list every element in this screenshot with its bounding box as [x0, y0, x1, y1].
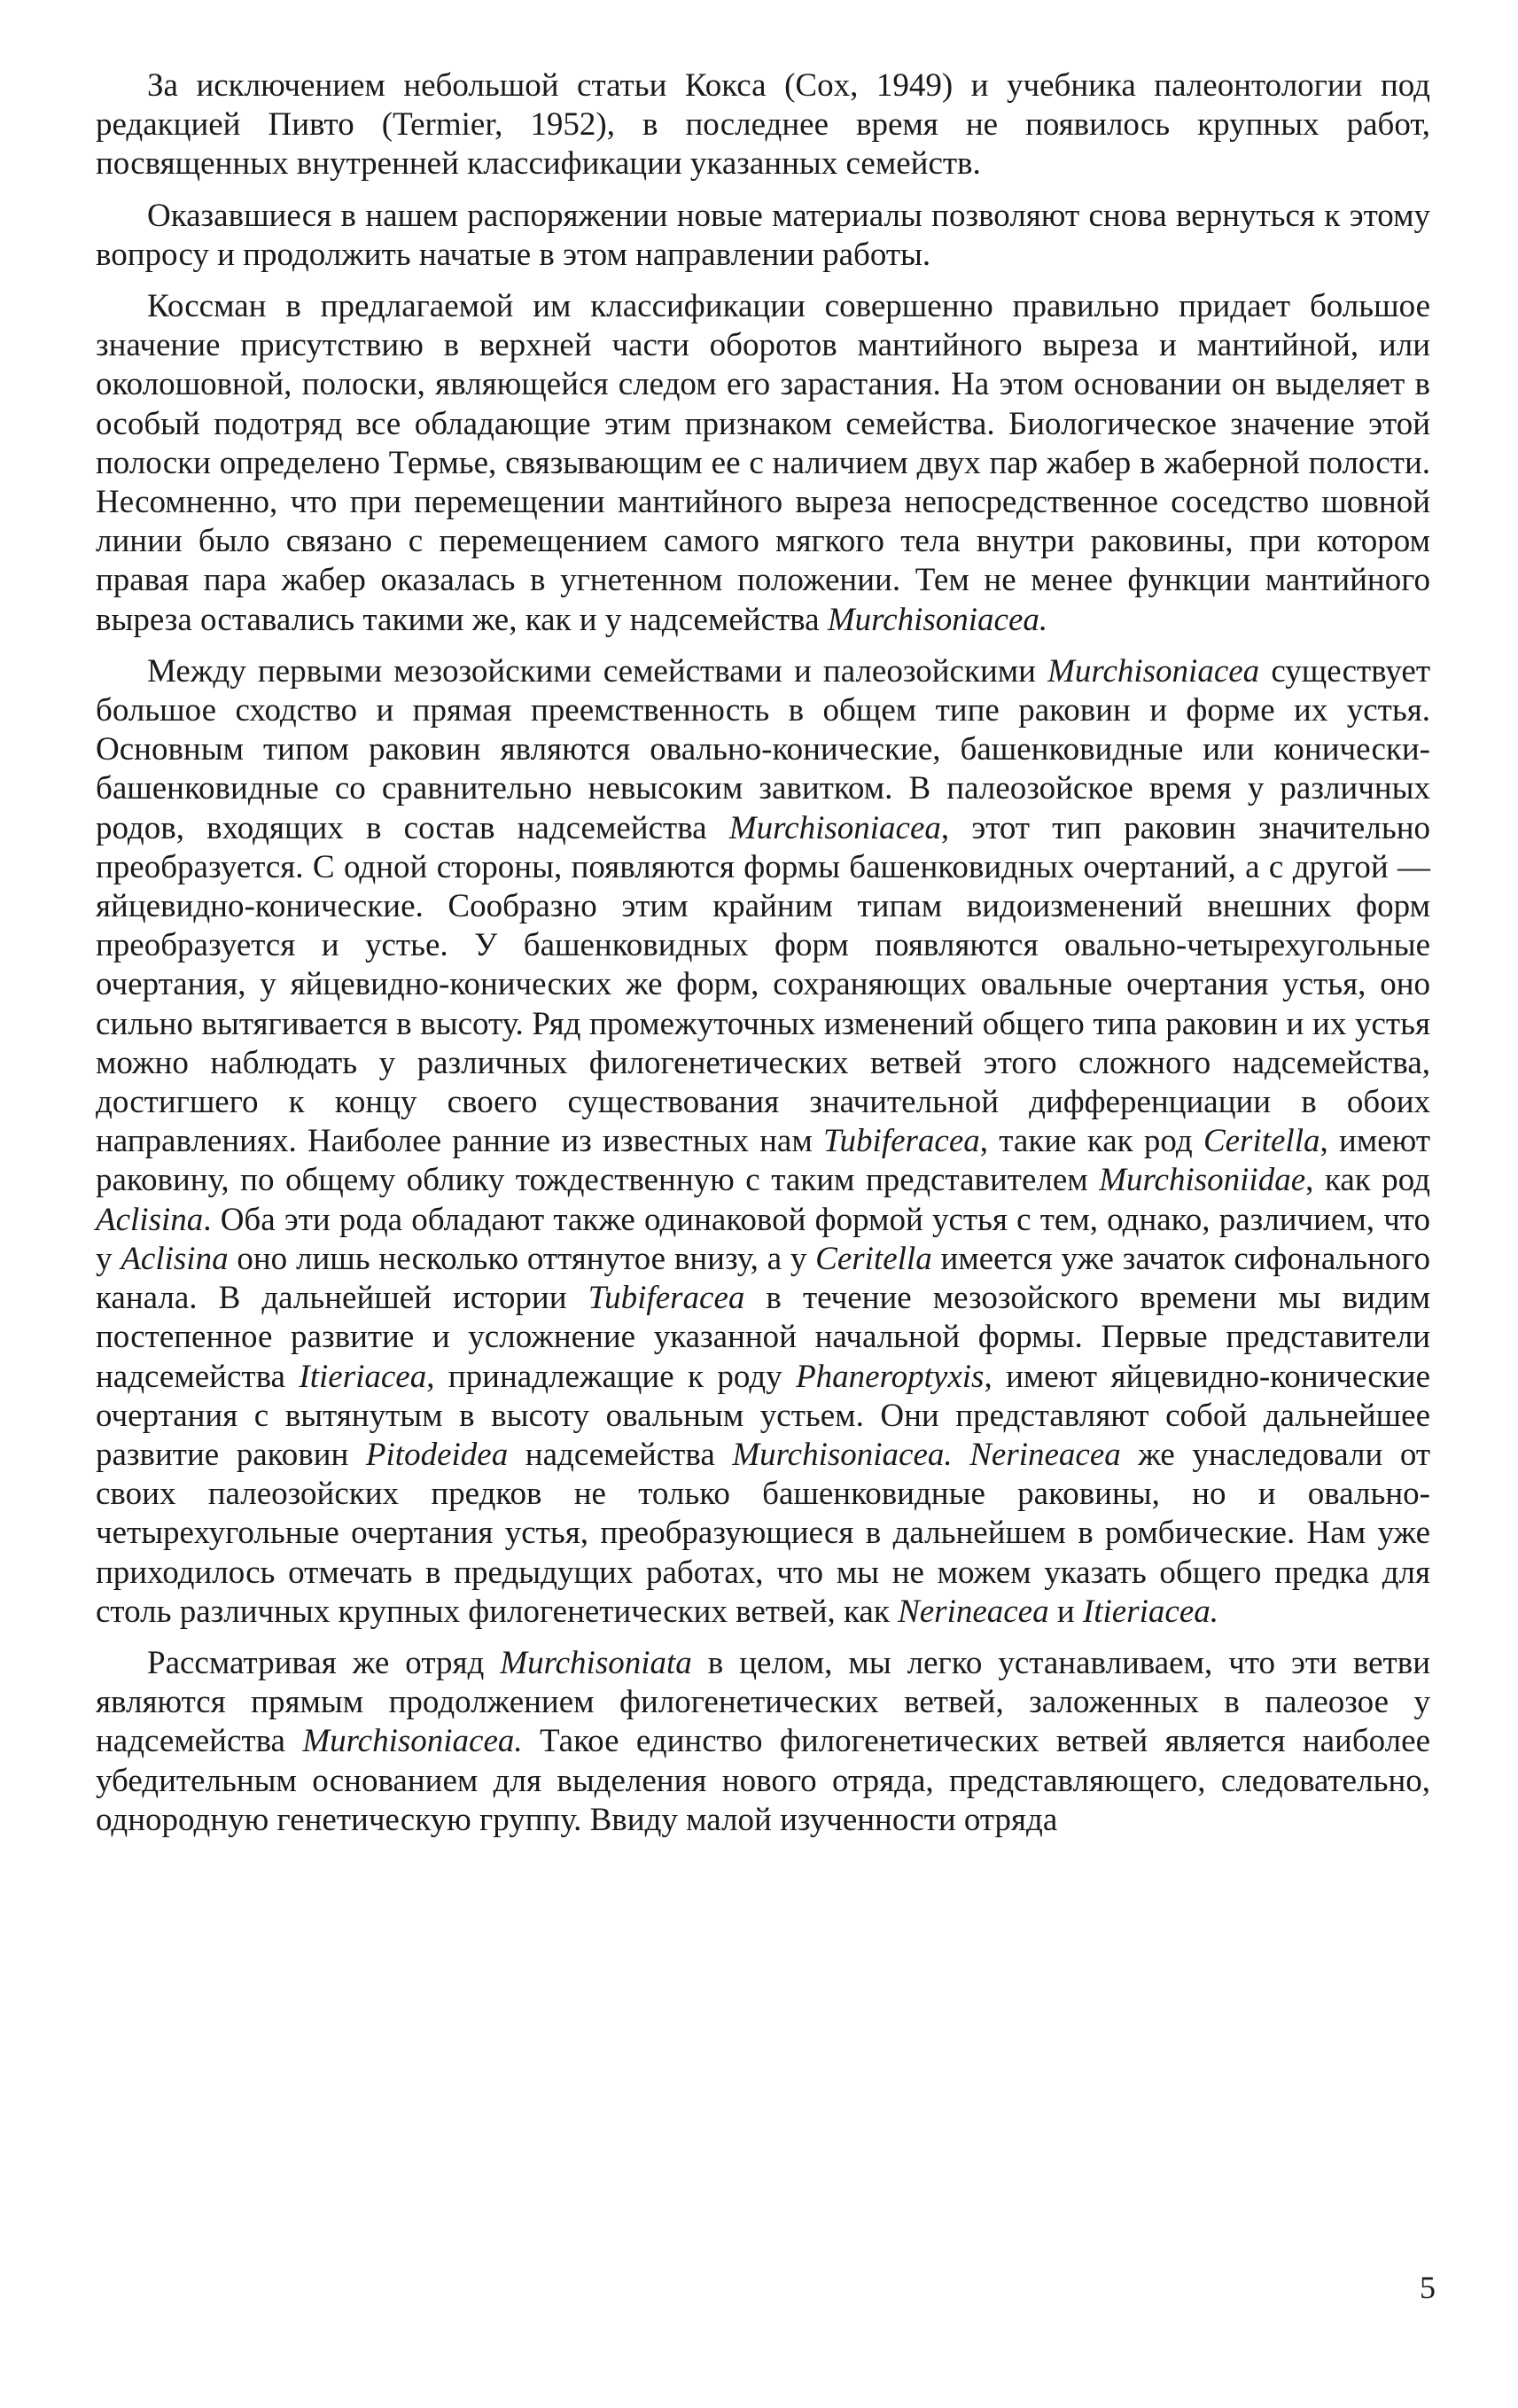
paragraph-3	[96, 287, 1430, 640]
taxon-name: Phaneroptyxis	[796, 1358, 985, 1395]
taxon-name: Itieriacea	[299, 1358, 427, 1395]
paragraph-4-text: в течение мезозойского времени мы видим постепенное развитие и усложнение указанной начальной формы. Первые представители надсемейства	[96, 1280, 1431, 1395]
paragraph-2-text: Оказавшиеся в нашем распоряжении новые материалы позволяют снова вернуться к этому вопросу и продолжить начатые в этом направлении работы.	[96, 197, 1430, 273]
taxon-name: Ceritella	[815, 1240, 932, 1277]
taxon-name: Murchisoniidae	[1099, 1162, 1306, 1199]
paragraph-4-text: , принадлежащие к роду	[426, 1358, 797, 1395]
paragraph-4-text: . Оба эти рода обладают также одинаковой формой устья с тем, однако, различием, что у	[96, 1201, 1430, 1277]
paragraph-4-text: и	[1048, 1593, 1083, 1630]
taxon-name: Murchisoniacea.	[302, 1723, 523, 1760]
paragraph-4-text: же унаследовали от своих палеозойских предков не только башенковидные раковины, но и овально-четырехугольные очертания устья, преобразующиеся в дальнейшем в ромбические. Нам уже приходилось отмечать в предыдущих работах, что мы не можем указать общего предка для столь различных крупных филогенетических ветвей, как	[96, 1436, 1430, 1630]
paragraph-5-text: Рассматривая же отряд	[147, 1644, 501, 1681]
taxon-name: Pitodeidea	[365, 1436, 509, 1473]
taxon-name: Nerineacea	[898, 1593, 1049, 1630]
paragraph-4-text: , такие как род	[979, 1123, 1203, 1160]
paragraph-4-text: , имеют раковину, по общему облику тождественную с таким представителем	[96, 1123, 1430, 1199]
paragraph-4-text: , имеют яйцевидно-конические очертания с вытянутым в высоту овальным устьем. Они представляют собой дальнейшее развитие раковин	[96, 1358, 1430, 1473]
taxon-name: Tubiferacea	[588, 1280, 745, 1317]
paragraph-1	[96, 66, 1430, 184]
taxon-name: Aclisina	[121, 1240, 229, 1277]
taxon-name: Aclisina	[96, 1201, 204, 1238]
taxon-name: Tubiferacea	[823, 1123, 980, 1160]
taxon-name: Murchisoniacea	[1047, 652, 1260, 690]
page-body	[96, 66, 1430, 1852]
paragraph-4-text: , этот тип раковин значительно преобразуется. С одной стороны, появляются формы башенковидных очертаний, а с другой — яйцевидно-конические. Сообразно этим крайним типам видоизменений внешних форм преобразуется и устье. У башенковидных форм появляются овально-четырехугольные очертания, у яйцевидно-конических же форм, сохраняющих овальные очертания устья, оно сильно вытягивается в высоту. Ряд промежуточных изменений общего типа раковин и их устья можно наблюдать у различных филогенетических ветвей этого сложного надсемейства, достигшего к концу своего существования значительной дифференциации в обоих направлениях. Наиболее ранние из известных нам	[96, 809, 1430, 1160]
taxon-name: Murchisoniacea. Nerineacea	[732, 1436, 1121, 1473]
paragraph-5-text: в целом, мы легко устанавливаем, что эти ветви являются прямым продолжением филогенетических ветвей, заложенных в палеозое у надсемейства	[96, 1644, 1430, 1760]
paragraph-3-text: Коссман в предлагаемой им классификации совершенно правильно придает большое значение присутствию в верхней части оборотов мантийного выреза и мантийной, или околошовной, полоски, являющейся следом его зарастания. На этом основании он выделяет в особый подотряд все обладающие этим признаком семейства. Биологическое значение этой полоски определено Термье, связывающим ее с наличием двух пар жабер в жаберной полости. Несомненно, что при перемещении мантийного выреза непосредственное соседство шовной линии было связано с перемещением самого мягкого тела внутри раковины, при котором правая пара жабер оказалась в угнетенном положении. Тем не менее функции мантийного выреза оставались такими же, как и у надсемейства	[96, 288, 1430, 638]
paragraph-4-text: надсемейства	[508, 1436, 733, 1473]
taxon-name: Ceritella	[1203, 1123, 1320, 1160]
paragraph-4-text: Между первыми мезозойскими семействами и палеозойскими	[147, 652, 1048, 690]
paragraph-5	[96, 1644, 1430, 1840]
page-number: 5	[1420, 2270, 1436, 2305]
taxon-name: Murchisoniacea	[728, 809, 941, 846]
paragraph-2	[96, 197, 1430, 275]
paragraph-5-text: Такое единство филогенетических ветвей является наиболее убедительным основанием для выделения нового отряда, представляющего, следовательно, однородную генетическую группу. Ввиду малой изученности отряда	[96, 1723, 1430, 1838]
taxon-name: Murchisoniacea.	[827, 601, 1048, 638]
paragraph-1-text: За исключением небольшой статьи Кокса (Cox, 1949) и учебника палеонтологии под редакцией Пивто (Termier, 1952), в последнее время не появилось крупных работ, посвященных внутренней классификации указанных семейств.	[96, 67, 1430, 183]
taxon-name: Murchisoniata	[500, 1644, 692, 1681]
taxon-name: Itieriacea.	[1082, 1593, 1218, 1630]
paragraph-4-text: существует большое сходство и прямая преемственность в общем типе раковин и форме их устья. Основным типом раковин являются овально-конические, башенковидные или конически-башенковидные со сравнительно невысоким завитком. В палеозойское время у различных родов, входящих в состав надсемейства	[96, 652, 1430, 846]
paragraph-4-text: оно лишь несколько оттянутое внизу, а у	[228, 1240, 816, 1277]
paragraph-4-text: имеется уже зачаток сифонального канала. В дальнейшей истории	[96, 1240, 1430, 1317]
paragraph-4-text: , как род	[1305, 1162, 1430, 1199]
paragraph-4	[96, 652, 1430, 1632]
